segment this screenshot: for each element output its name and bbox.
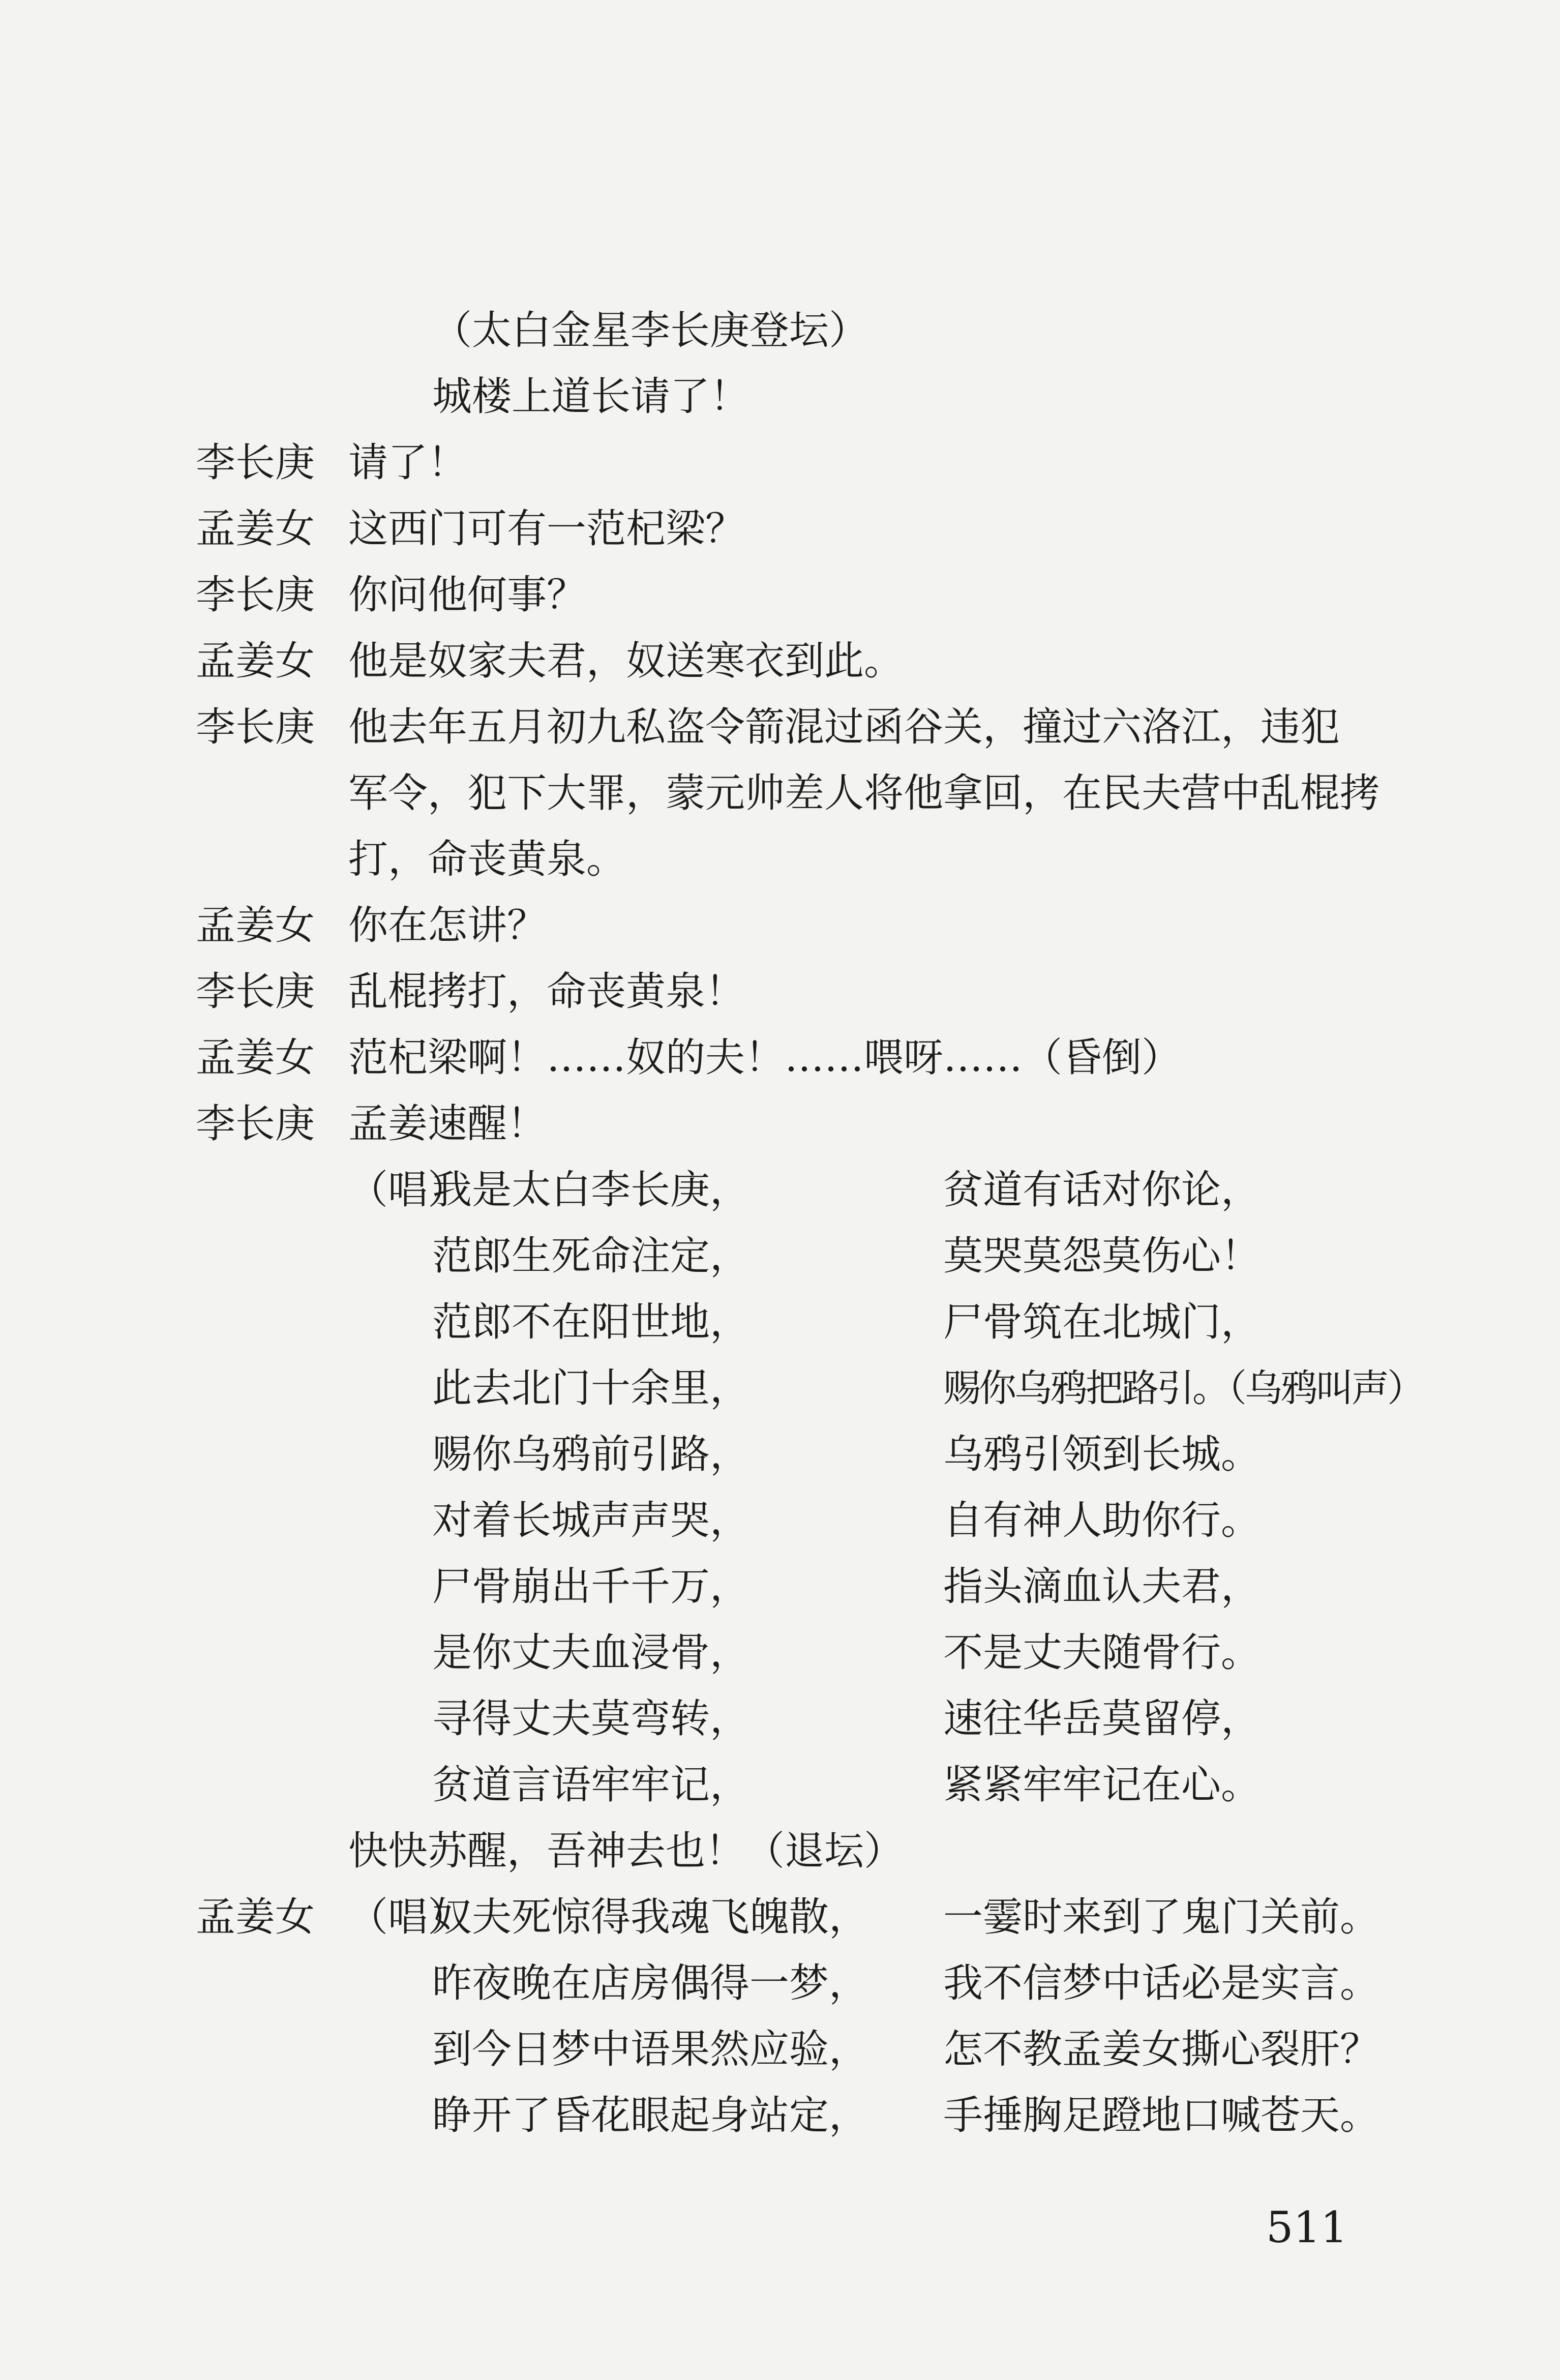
dialogue-line: 城楼上道长请了！ bbox=[432, 374, 750, 420]
verse-first-half: 赐你乌鸦前引路， bbox=[432, 1432, 750, 1477]
speaker-label: 李长庚 bbox=[196, 969, 315, 1015]
dialogue-line: 你在怎讲？ bbox=[348, 903, 547, 948]
sing-marker: （唱） bbox=[348, 1894, 468, 1940]
verse-second-half: 尸骨筑在北城门， bbox=[943, 1299, 1261, 1345]
sing-marker: （唱） bbox=[348, 1167, 468, 1213]
verse-second-half: 速往华岳莫留停， bbox=[943, 1696, 1261, 1742]
dialogue-line: 这西门可有一范杞梁？ bbox=[348, 506, 745, 552]
page-number: 511 bbox=[1266, 2203, 1348, 2252]
dialogue-line: 打，命丧黄泉。 bbox=[348, 837, 626, 882]
verse-first-half: 到今日梦中语果然应验， bbox=[432, 2027, 869, 2072]
verse-first-half: 尸骨崩出千千万， bbox=[432, 1564, 750, 1610]
speaker-label: 李长庚 bbox=[196, 1101, 315, 1147]
dialogue-line: 军令，犯下大罪，蒙元帅差人将他拿回，在民夫营中乱棍拷 bbox=[348, 770, 1380, 816]
verse-second-half: 一霎时来到了鬼门关前。 bbox=[943, 1894, 1380, 1940]
dialogue-line: 他去年五月初九私盗令箭混过函谷关，撞过六洛江，违犯 bbox=[348, 704, 1340, 750]
verse-second-half: 我不信梦中话必是实言。 bbox=[943, 1960, 1380, 2006]
verse-second-half: 贫道有话对你论， bbox=[943, 1167, 1261, 1213]
verse-second-half: 自有神人助你行。 bbox=[943, 1498, 1261, 1543]
dialogue-line: 请了！ bbox=[348, 440, 468, 486]
dialogue-line: 他是奴家夫君，奴送寒衣到此。 bbox=[348, 638, 904, 684]
verse-first-half: 寻得丈夫莫弯转， bbox=[432, 1696, 750, 1742]
speaker-label: 李长庚 bbox=[196, 704, 315, 750]
speaker-label: 孟姜女 bbox=[196, 506, 315, 552]
speaker-label: 李长庚 bbox=[196, 572, 315, 618]
verse-first-half: 我是太白李长庚， bbox=[432, 1167, 750, 1213]
stage-direction: （太白金星李长庚登坛） bbox=[432, 308, 869, 353]
dialogue-line: 孟姜速醒！ bbox=[348, 1101, 547, 1147]
verse-first-half: 此去北门十余里， bbox=[432, 1365, 750, 1411]
verse-second-half: 不是丈夫随骨行。 bbox=[943, 1630, 1261, 1676]
verse-second-half: 乌鸦引领到长城。 bbox=[943, 1432, 1261, 1477]
verse-second-half: 指头滴血认夫君， bbox=[943, 1564, 1261, 1610]
dialogue-line: 你问他何事？ bbox=[348, 572, 587, 618]
verse-first-half: 奴夫死惊得我魂飞魄散， bbox=[432, 1894, 869, 1940]
verse-second-half: 紧紧牢牢记在心。 bbox=[943, 1762, 1261, 1808]
verse-second-half: 莫哭莫怨莫伤心！ bbox=[943, 1233, 1261, 1279]
speaker-label: 孟姜女 bbox=[196, 1035, 315, 1081]
speaker-label: 孟姜女 bbox=[196, 1894, 315, 1940]
verse-first-half: 是你丈夫血浸骨， bbox=[432, 1630, 750, 1676]
stage-direction: 快快苏醒，吾神去也！（退坛） bbox=[348, 1828, 904, 1874]
speaker-label: 孟姜女 bbox=[196, 903, 315, 948]
speaker-label: 孟姜女 bbox=[196, 638, 315, 684]
verse-second-half: 手捶胸足蹬地口喊苍天。 bbox=[943, 2093, 1380, 2138]
verse-first-half: 范郎生死命注定， bbox=[432, 1233, 750, 1279]
verse-second-half: 赐你乌鸦把路引。（乌鸦叫声） bbox=[943, 1366, 1423, 1410]
verse-first-half: 睁开了昏花眼起身站定， bbox=[432, 2093, 869, 2138]
verse-first-half: 对着长城声声哭， bbox=[432, 1498, 750, 1543]
dialogue-line: 乱棍拷打，命丧黄泉！ bbox=[348, 969, 745, 1015]
verse-first-half: 贫道言语牢牢记， bbox=[432, 1762, 750, 1808]
verse-second-half: 怎不教孟姜女撕心裂肝？ bbox=[943, 2027, 1380, 2072]
verse-first-half: 昨夜晚在店房偶得一梦， bbox=[432, 1960, 869, 2006]
verse-first-half: 范郎不在阳世地， bbox=[432, 1299, 750, 1345]
speaker-label: 李长庚 bbox=[196, 440, 315, 486]
dialogue-line: 范杞梁啊！……奴的夫！……喂呀……（昏倒） bbox=[348, 1035, 1182, 1081]
